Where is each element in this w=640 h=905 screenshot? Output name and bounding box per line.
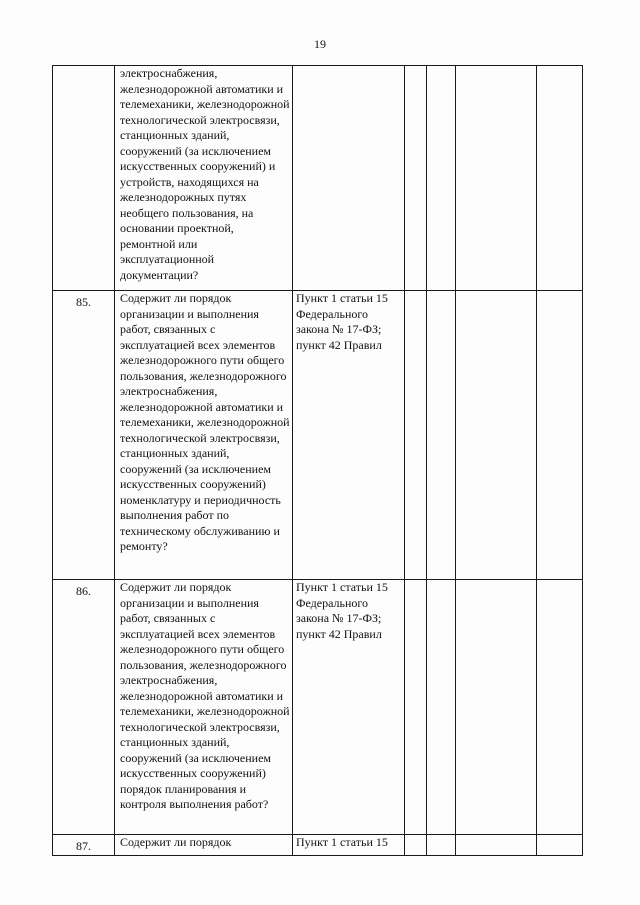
question-cell: Содержит ли порядок организации и выполнения работ, связанных с эксплуатацией всех элементов железнодорожного пути общего пользования, железнодорожного электроснабжения, железнодорожной автоматики и телемеханики, железнодорожной технологической электросвязи, станционных зданий, сооружений (за исключением искусственных сооружений) номенклатуру и периодичность выполнения работ по техническому обслуживанию и ремонту?	[115, 291, 293, 580]
answer-no-cell	[427, 835, 456, 856]
question-cell: электроснабжения, железнодорожной автоматики и телемеханики, железнодорожной технологической электросвязи, станционных зданий, сооружений (за исключением искусственных сооружений) и устройств, находящихся на железнодорожных путях необщего пользования, на основании проектной, ремонтной или эксплуатационной документации?	[115, 66, 293, 291]
answer-no-cell	[427, 66, 456, 291]
question-cell: Содержит ли порядок	[115, 835, 293, 856]
question-cell: Содержит ли порядок организации и выполнения работ, связанных с эксплуатацией всех элементов железнодорожного пути общего пользования, железнодорожного электроснабжения, железнодорожной автоматики и телемеханики, железнодорожной технологической электросвязи, станционных зданий, сооружений (за исключением искусственных сооружений) порядок планирования и контроля выполнения работ?	[115, 580, 293, 835]
table-row	[53, 291, 583, 580]
note-cell	[537, 66, 583, 291]
legal-basis-cell: Пункт 1 статьи 15 Федерального закона № 17-ФЗ; пункт 42 Правил	[293, 580, 405, 835]
page-number: 19	[314, 37, 326, 51]
not-applicable-cell	[456, 291, 537, 580]
answer-no-cell	[427, 580, 456, 835]
not-applicable-cell	[456, 66, 537, 291]
item-number-cell: 85.	[53, 291, 115, 580]
answer-yes-cell	[405, 291, 427, 580]
note-cell	[537, 580, 583, 835]
answer-no-cell	[427, 291, 456, 580]
item-number-cell: 86.	[53, 580, 115, 835]
checklist-table	[52, 65, 583, 856]
note-cell	[537, 291, 583, 580]
legal-basis-cell: Пункт 1 статьи 15 Федерального закона № 17-ФЗ; пункт 42 Правил	[293, 291, 405, 580]
not-applicable-cell	[456, 580, 537, 835]
answer-yes-cell	[405, 835, 427, 856]
item-number-cell	[53, 66, 115, 291]
item-number-cell: 87.	[53, 835, 115, 856]
answer-yes-cell	[405, 580, 427, 835]
table-row	[53, 580, 583, 835]
note-cell	[537, 835, 583, 856]
legal-basis-cell: Пункт 1 статьи 15	[293, 835, 405, 856]
not-applicable-cell	[456, 835, 537, 856]
answer-yes-cell	[405, 66, 427, 291]
table-row	[53, 835, 583, 856]
table-row	[53, 66, 583, 291]
legal-basis-cell	[293, 66, 405, 291]
